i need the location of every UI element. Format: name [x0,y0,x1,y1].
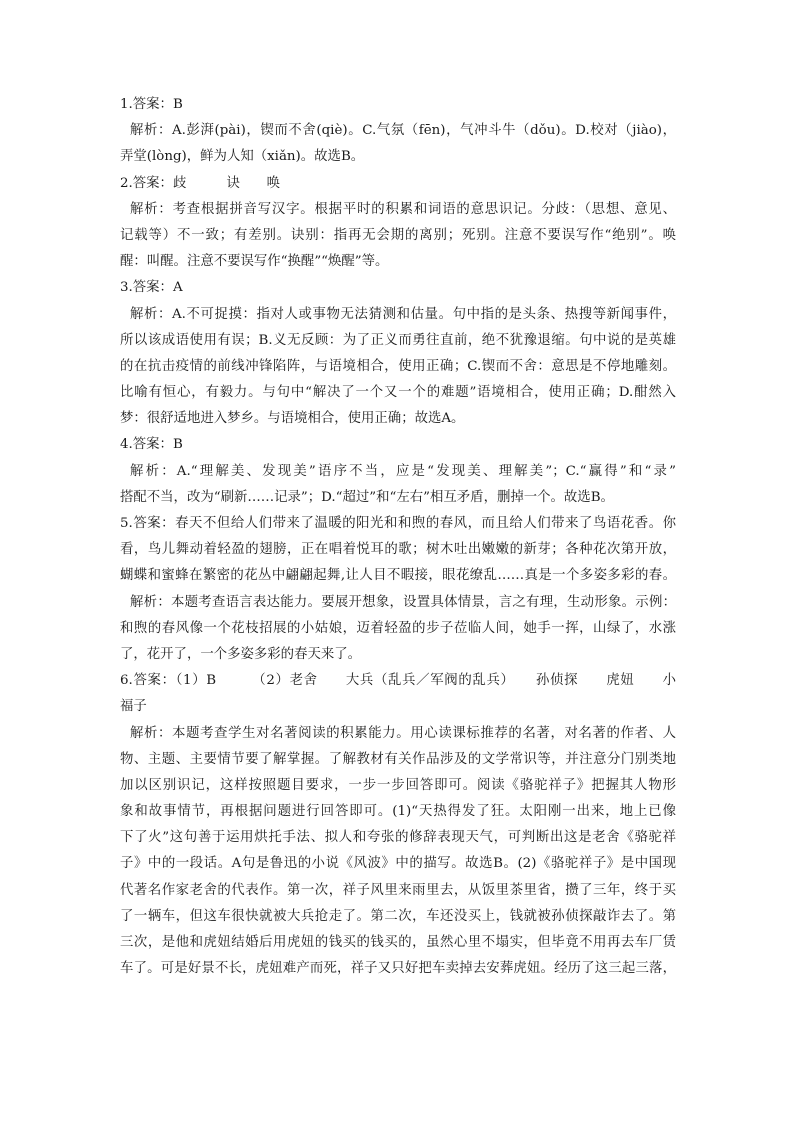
text-line: 1.答案：B [120,97,183,112]
text-line: 记载等）不一致；有差别。诀别：指再无会期的离别；死别。注意不要误写作“绝别”。唤 [120,227,676,243]
text-line: 4.答案：B [120,437,183,453]
text-line: 6.答案：（1）B （2）老舍 大兵（乱兵／军阀的乱兵） 孙侦探 虎妞 小 [120,673,676,689]
text-line: 解析：本题考查学生对名著阅读的积累能力。用心读课标推荐的名著，对名著的作者、人 [130,725,676,741]
text-line: 加以区别识记，这样按照题目要求，一步一步回答即可。阅读《骆驼祥子》把握其人物形 [120,777,676,793]
text-line: 象和故事情节，再根据问题进行回答即可。(1)“天热得发了狂。太阳刚一出来，地上已像 [120,804,676,820]
text-line: 梦：很舒适地进入梦乡。与语境相合，使用正确；故选A。 [120,411,465,427]
text-line: 解析：A.彭湃(pài)，锲而不舍(qiè)。C.气氛（fēn)，气冲斗牛（dǒu)。D.校对（jiào)， [130,123,676,139]
text-line: 和煦的春风像一个花枝招展的小姑娘，迈着轻盈的步子莅临人间，她手一挥，山绿了，水涨 [120,620,676,636]
text-line: 三次，是他和虎妞结婚后用虎妞的钱买的钱买的，虽然心里不塌实，但毕竟不用再去车厂赁 [120,935,676,950]
text-line: 看，鸟儿舞动着轻盈的翅膀，正在唱着悦耳的歌；树木吐出嫩嫩的新芽；各种花次第开放， [120,542,676,558]
text-line: 物、主题、主要情节要了解掌握。了解教材有关作品涉及的文学常识等，并注意分门别类地 [120,751,676,767]
text-line: 醒：叫醒。注意不要误写作“换醒”“焕醒”等。 [120,254,389,270]
answer-text-body [120,92,676,982]
text-line: 子》中的一段话。A句是鲁迅的小说《风波》中的描写。故选B。(2)《骆驼祥子》是中国现 [120,856,676,872]
text-line: 弄堂(lòng)，鲜为人知（xiǎn)。故选B。 [120,149,365,165]
text-line: 代著名作家老舍的代表作。第一次，祥子风里来雨里去，从饭里茶里省，攒了三年，终于买 [120,882,676,898]
text-line: 所以该成语使用有误；B.义无反顾：为了正义而勇往直前，绝不犹豫退缩。句中说的是英雄 [120,332,676,348]
text-line: 的在抗击疫情的前线冲锋陷阵，与语境相合，使用正确；C.锲而不舍：意思是不停地雕刻。 [120,358,676,374]
text-line: 搭配不当，改为“刷新……记录”；D.“超过”和“左右”相互矛盾，删掉一个。故选B。 [120,489,614,505]
text-line: 了，花开了，一个多姿多彩的春天来了。 [120,646,362,662]
text-line: 福子 [120,699,147,715]
text-line: 下了火”这句善于运用烘托手法、拟人和夸张的修辞表现天气，可判断出这是老舍《骆驼祥 [120,830,676,846]
answer-key-page [120,92,676,982]
text-line: 了一辆车，但这车很快就被大兵抢走了。第二次，车还没买上，钱就被孙侦探敲诈去了。第 [120,908,676,924]
text-line: 解析：考查根据拼音写汉字。根据平时的积累和词语的意思识记。分歧：（思想、意见、 [130,201,676,217]
text-line: 解析：A.“理解美、发现美”语序不当，应是“发现美、理解美”；C.“赢得”和“录” [130,463,676,479]
text-line: 蝴蝶和蜜蜂在繁密的花丛中翩翩起舞,让人目不暇接，眼花缭乱……真是一个多姿多彩的春。 [120,568,676,584]
text-line: 3.答案：A [120,280,183,296]
text-line: 2.答案：歧 诀 唤 [120,175,281,191]
text-line: 解析：本题考查语言表达能力。要展开想象，设置具体情景，言之有理，生动形象。示例： [130,594,676,610]
text-line: 比喻有恒心，有毅力。与句中“解决了一个又一个的难题”语境相合，使用正确；D.酣然入 [120,385,676,401]
text-line: 解析：A.不可捉摸：指对人或事物无法猜测和估量。句中指的是头条、热搜等新闻事件， [130,306,676,322]
text-line: 车了。可是好景不长，虎妞难产而死，祥子又只好把车卖掉去安葬虎妞。经历了这三起三落， [120,961,676,977]
text-line: 5.答案：春天不但给人们带来了温暖的阳光和和煦的春风，而且给人们带来了鸟语花香。你 [120,516,676,531]
